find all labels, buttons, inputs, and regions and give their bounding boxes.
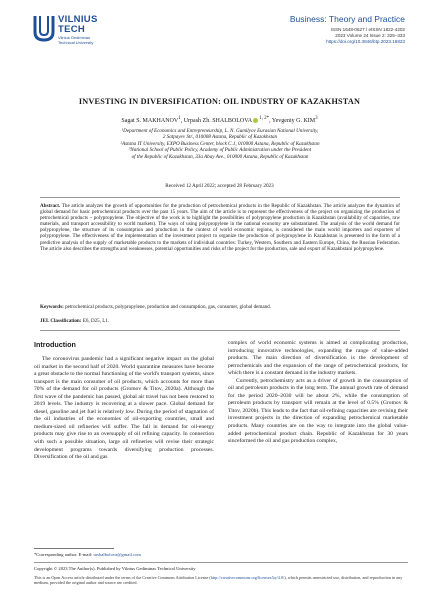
keywords-text: petrochemical products, polypropylene, production and consumption, gas, consumer, global demand. bbox=[65, 304, 271, 310]
orcid-icon[interactable] bbox=[253, 118, 258, 123]
author-affiliation-mark: 1, 2* bbox=[259, 116, 270, 121]
affiliation-3: ³National School of Public Policy, Academy of Public Administration under the President bbox=[128, 147, 312, 154]
journal-info bbox=[290, 14, 405, 46]
logo-line2: TECH bbox=[58, 24, 86, 35]
license-text: ), which permits unrestricted use, distribution, and reproduction in any medium, provided the original author and source are credited. bbox=[34, 575, 403, 586]
body-paragraph: Currently, petrochemistry acts as a driver of growth in the consumption of oil and petroleum products in the long term. The annual growth rate of demand for the period 2020–2030 will be about 2%, while the consumption of petroleum products by transport will remain at the level of 0.5% (Gromov & Titov, 2020b). This leads to the fact that oil-refining capacities are revising their investment projects in the direction of expanding petrochemical marketable products. Many countries are on the way to integrate into the global value-added petrochemical product chain. Republic of Kazakhstan for 30 years sinceformed the oil and gas production complex, bbox=[228, 377, 408, 445]
author-affiliation-mark: 3 bbox=[315, 116, 318, 121]
affiliation-2: ²Astana IT University, EXPO Business Center, block C.1, 010000 Astana, Republic of Kazakhstan bbox=[120, 140, 320, 147]
author-list: Sagat S. MAKHANOV$^1$, Urpash Zh. SHALBOLOVA $^{1, 2*}$, Yevgeniy G. KIM$^3$ bbox=[121, 116, 318, 124]
publisher-logo bbox=[58, 15, 98, 45]
affiliation-1: ¹Department of Economics and Entrepreneurship, L. N. Gumilyov Eurasian National University, bbox=[121, 128, 319, 134]
copyright-notice: Copyright © 2023 The Author(s). Published by Vilnius Gediminas Technical University bbox=[34, 566, 196, 571]
body-paragraph: complex of world economic systems is aimed at complicating production, introducing innovative technologies, expanding the range of value-added products. The main direction of diversification is the development of petrochemicals and the expansion of the range of petrochemical products, for which there is a constant demand in the industry markets. bbox=[228, 340, 408, 377]
keywords-label: Keywords: bbox=[40, 304, 64, 310]
affiliations bbox=[40, 128, 400, 160]
abstract-text: The article analyzes the growth of opportunities for the production of petrochemical products in the Republic of Kazakhstan. The article analyzes the dynamics of global demand for basic petrochemical products over the past 15 years. The aim of the article is to represent the effectiveness of the project on organizing the production of petrochemical products – polypropylene. The objective of the work is to highlight the possibilities of polypropylene production in Kazakhstan (availability of capacities, raw materials, and transport accessibility to world markets). The ways of using polypropylene in the national economy are substantiated. The analysis of the world demand for polypropylene, the structure of its consumption and production in the context of world economic regions, is considered the main world importers and exporters of polypropylene. The effectiveness of the implementation of the investment project to organize the production of polypropylene in Kazakhstan is presented in the form of a predictive analysis of the supply of marketable products to the markets of individual countries: Turkey, Western, Southern and Eastern Europe, China, the Russian Federation. The article also describes the strengths and weaknesses, potential opportunities and risks of the project for the production, sale and export of Kazakhstani polypropylene. bbox=[40, 203, 400, 252]
license-link[interactable]: http://creativecommons.org/licenses/by/4.0/ bbox=[210, 575, 285, 580]
body-column-left: The coronovirus pandemic had a significant negative impact on the global oil market in the second half of 2020. World quarantine measures have become a great obstacle to the normal functioning of the world's transport systems, since transport is the main consumer of oil products, which accounts for more than 70% of the demand for oil products (Gromov & Titov, 2020a). Although the first wave of the pandemic has passed, global air travel has not been restored to 2019 levels. The industry is recovering at a slower pace. Global demand for diesel, gasoline and jet fuel is relatively low. During the period of stagnation of the oil industries of the economies of oil-exporting countries, small and medium-sized oil refineries will suffer. The fall in demand for oil-energy products may give rise to an oversupply of oil refining capacity. In connection with such a possible situation, large oil refineries will revise their strategic development programs towards diversifying production processes. Diversification of the oil and gas bbox=[34, 356, 214, 461]
logo-line1: VILNIUS bbox=[58, 14, 98, 25]
journal-volume: 2023 Volume 24 Issue 2: 325–333 bbox=[335, 33, 405, 39]
article-title: INVESTING IN DIVERSIFICATION: OIL INDUSTRY OF KAZAKHSTAN bbox=[78, 97, 361, 106]
vilnius-tech-logo-icon bbox=[33, 14, 55, 42]
body-column-right bbox=[228, 340, 408, 446]
author-name[interactable]: Yevgeniy G. KIM bbox=[271, 118, 316, 124]
author-affiliation-mark: 1 bbox=[178, 116, 181, 121]
author-name[interactable]: Sagat S. MAKHANOV bbox=[121, 118, 179, 124]
corresponding-label: *Corresponding author. E-mail: bbox=[34, 552, 93, 557]
abstract-label: Abstract. bbox=[40, 203, 61, 209]
corresponding-author-note bbox=[34, 552, 141, 557]
abstract bbox=[40, 203, 400, 252]
license-notice bbox=[34, 575, 408, 585]
affiliation-3-address: of the Republic of Kazakhstan, 33a Abay Ave., 010000 Astana, Republic of Kazakhstan bbox=[131, 153, 309, 160]
divider bbox=[40, 330, 400, 331]
footnote-divider bbox=[34, 548, 114, 549]
jel-classification bbox=[40, 318, 400, 324]
received-dates: Received 12 April 2022; accepted 28 February 2023 bbox=[165, 183, 274, 189]
section-heading-introduction: Introduction bbox=[34, 340, 76, 349]
logo-line3: Vilnius Gediminas bbox=[58, 35, 90, 40]
logo-line4: Technical University bbox=[58, 40, 94, 45]
jel-text: E6, D25, L1. bbox=[82, 318, 110, 324]
jel-label: JEL Classification: bbox=[40, 318, 82, 324]
author-name[interactable]: Urpash Zh. SHALBOLOVA bbox=[183, 118, 253, 124]
corresponding-email-link[interactable]: urshalbolova@gmail.com bbox=[93, 552, 141, 557]
divider bbox=[40, 197, 400, 198]
keywords bbox=[40, 304, 400, 310]
journal-issn: ISSN 1648-0627 / eISSN 1822-4202 bbox=[330, 27, 405, 32]
divider bbox=[34, 562, 408, 563]
license-text: This is an Open Access article distributed under the terms of the Creative Commons Attribution License ( bbox=[34, 575, 211, 580]
journal-doi-link[interactable]: https://doi.org/10.3846/btp.2023.16823 bbox=[326, 39, 405, 45]
affiliation-1-address: 2 Satpayev Str., 010008 Astana, Republic of Kazakhstan bbox=[162, 134, 278, 141]
journal-title: Business: Theory and Practice bbox=[289, 14, 405, 24]
